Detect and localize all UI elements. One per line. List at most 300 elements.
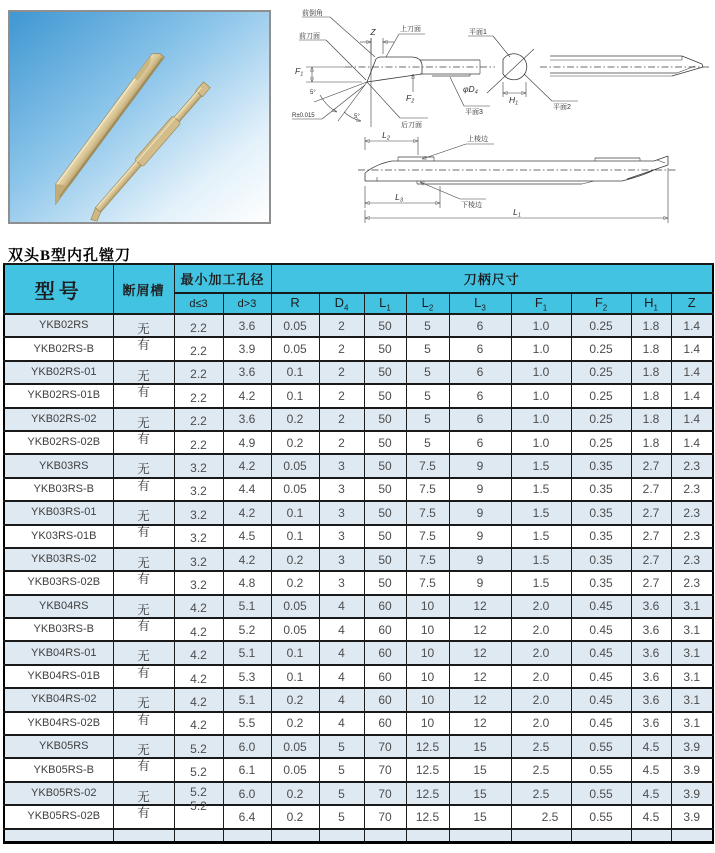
h1-cell: 2.7 <box>631 501 671 524</box>
l1-cell: 50 <box>364 337 406 360</box>
d4-cell: 3 <box>319 571 364 594</box>
f1-cell: 2.5 <box>511 735 571 758</box>
l2-cell: 5 <box>406 361 449 384</box>
h1-cell: 2.7 <box>631 548 671 571</box>
table-row <box>4 688 713 711</box>
z-cell: 1.4 <box>671 384 713 407</box>
d-le3-cell: 3.2 <box>174 454 223 477</box>
l1-cell: 60 <box>364 712 406 735</box>
l2-cell: 5 <box>406 337 449 360</box>
d4-cell: 2 <box>319 408 364 431</box>
l3-cell: 6 <box>449 314 511 337</box>
dim-l1: L1 <box>513 207 521 219</box>
chip-groove-cell: 有 <box>113 712 174 735</box>
d4-cell: 4 <box>319 665 364 688</box>
d4-cell: 2 <box>319 431 364 454</box>
l3-cell: 12 <box>449 595 511 618</box>
chip-groove-cell: 无 <box>113 501 174 524</box>
l2-cell: 10 <box>406 618 449 641</box>
r-cell: 0.1 <box>271 525 319 548</box>
chip-groove-cell: 无 <box>113 735 174 758</box>
f1-cell: 1.5 <box>511 548 571 571</box>
z-cell: 3.9 <box>671 758 713 781</box>
h1-cell: 4.5 <box>631 735 671 758</box>
h1-cell: 3.6 <box>631 688 671 711</box>
l3-cell: 15 <box>449 805 511 828</box>
model-cell: YKB02RS <box>4 314 113 337</box>
l1-cell: 50 <box>364 431 406 454</box>
f1-cell: 1.5 <box>511 501 571 524</box>
chip-groove-cell: 无 <box>113 595 174 618</box>
h1-cell: 4.5 <box>631 805 671 828</box>
z-cell: 3.1 <box>671 618 713 641</box>
h1-cell: 1.8 <box>631 408 671 431</box>
d-le3-cell: 4.2 <box>174 618 223 641</box>
d-le3-cell: 3.2 <box>174 478 223 501</box>
table-row <box>4 431 713 454</box>
model-cell: YKB05RS-B <box>4 758 113 781</box>
table-row <box>4 735 713 758</box>
d-le3-cell: 4.2 <box>174 712 223 735</box>
f2-cell: 0.35 <box>571 548 631 571</box>
r-cell: 0.05 <box>271 478 319 501</box>
z-cell: 1.4 <box>671 431 713 454</box>
l3-cell: 12 <box>449 618 511 641</box>
d-le3-cell: 2.2 <box>174 314 223 337</box>
l2-cell: 7.5 <box>406 478 449 501</box>
f2-cell: 0.35 <box>571 501 631 524</box>
f1-cell: 1.5 <box>511 478 571 501</box>
r-cell: 0.2 <box>271 571 319 594</box>
l3-cell: 12 <box>449 665 511 688</box>
z-cell: 3.1 <box>671 665 713 688</box>
h1-cell: 3.6 <box>631 595 671 618</box>
d-le3-cell: 3.2 <box>174 571 223 594</box>
d-le3-cell: 2.2 <box>174 361 223 384</box>
model-cell: YKB04RS <box>4 595 113 618</box>
product-photo-image <box>10 12 269 222</box>
table-row <box>4 548 713 571</box>
h1-cell: 3.6 <box>631 665 671 688</box>
l3-cell: 12 <box>449 712 511 735</box>
model-cell: YKB02RS-B <box>4 337 113 360</box>
table-header <box>4 264 713 314</box>
l1-cell: 60 <box>364 595 406 618</box>
l3-cell: 6 <box>449 361 511 384</box>
d-gt3-cell: 5.3 <box>223 665 271 688</box>
l2-cell: 12.5 <box>406 805 449 828</box>
full-tool-drawing <box>358 130 676 223</box>
r-cell: 0.05 <box>271 758 319 781</box>
h1-cell: 3.6 <box>631 618 671 641</box>
col-header-l2: $L_2$ <box>406 293 449 314</box>
dim-f1: F1 <box>295 66 304 78</box>
chip-groove-cell: 无 <box>113 782 174 805</box>
r-cell: 0.2 <box>271 712 319 735</box>
l1-cell: 60 <box>364 688 406 711</box>
chip-groove-cell: 有 <box>113 618 174 641</box>
d-le3-cell: 4.2 <box>174 688 223 711</box>
d-gt3-cell: 4.4 <box>223 478 271 501</box>
col-header-l3: $L_3$ <box>449 293 511 314</box>
table-row <box>4 618 713 641</box>
f2-cell: 0.25 <box>571 408 631 431</box>
l1-cell: 50 <box>364 361 406 384</box>
d-le3-cell: 5.2 <box>174 758 223 781</box>
model-cell: YKB03RS-B <box>4 618 113 641</box>
d4-cell: 2 <box>319 314 364 337</box>
l3-cell: 15 <box>449 735 511 758</box>
l1-cell: 60 <box>364 641 406 664</box>
l1-cell: 70 <box>364 735 406 758</box>
chip-groove-cell: 有 <box>113 478 174 501</box>
l1-cell: 50 <box>364 501 406 524</box>
r-cell: 0.1 <box>271 641 319 664</box>
d-gt3-cell: 4.5 <box>223 525 271 548</box>
f1-cell: 2.0 <box>511 595 571 618</box>
d-gt3-cell: 6.4 <box>223 805 271 828</box>
r-cell: 0.2 <box>271 688 319 711</box>
d-gt3-cell: 4.2 <box>223 384 271 407</box>
col-header-l1: $L_1$ <box>364 293 406 314</box>
header-d-le3: d≤3 <box>174 293 223 314</box>
f1-cell: 1.5 <box>511 454 571 477</box>
l3-cell: 12 <box>449 688 511 711</box>
l1-cell: 70 <box>364 782 406 805</box>
h1-cell: 4.5 <box>631 758 671 781</box>
f1-cell: 1.0 <box>511 337 571 360</box>
h1-cell: 4.5 <box>631 782 671 805</box>
d4-cell: 4 <box>319 595 364 618</box>
model-cell: YKB02RS-02 <box>4 408 113 431</box>
angle-label-a: 5° <box>310 90 316 96</box>
head-detail-drawing <box>292 8 710 129</box>
label-lower-edge: 下棱边 <box>461 202 482 209</box>
d-le3-cell: 5.2 5.2 <box>174 782 223 805</box>
h1-cell: 3.6 <box>631 641 671 664</box>
model-cell: YK03RS-01B <box>4 525 113 548</box>
l1-cell: 50 <box>364 478 406 501</box>
f1-cell: 2.0 <box>511 712 571 735</box>
l2-cell: 7.5 <box>406 525 449 548</box>
z-cell: 2.3 <box>671 571 713 594</box>
r-cell: 0.2 <box>271 408 319 431</box>
chip-groove-cell: 无 <box>113 548 174 571</box>
h1-cell: 1.8 <box>631 314 671 337</box>
z-cell: 2.3 <box>671 478 713 501</box>
d-le3-cell: 3.2 <box>174 501 223 524</box>
f1-cell: 1.0 <box>511 361 571 384</box>
f2-cell: 0.55 <box>571 805 631 828</box>
l2-cell: 5 <box>406 408 449 431</box>
col-header-z: Z <box>671 293 713 314</box>
r-cell: 0.05 <box>271 337 319 360</box>
z-cell: 3.1 <box>671 712 713 735</box>
table-row <box>4 408 713 431</box>
d-le3-cell: 2.2 <box>174 408 223 431</box>
l1-cell: 70 <box>364 758 406 781</box>
h1-cell: 1.8 <box>631 361 671 384</box>
f1-cell: 1.0 <box>511 408 571 431</box>
r-cell: 0.1 <box>271 665 319 688</box>
z-cell: 1.4 <box>671 408 713 431</box>
f2-cell: 0.25 <box>571 384 631 407</box>
d-gt3-cell: 5.1 <box>223 595 271 618</box>
label-rear-flank-face: 后刀面 <box>401 122 422 129</box>
table-row <box>4 525 713 548</box>
d4-cell: 5 <box>319 735 364 758</box>
chip-groove-cell: 有 <box>113 758 174 781</box>
d4-cell: 5 <box>319 782 364 805</box>
f2-cell: 0.25 <box>571 361 631 384</box>
table-row <box>4 361 713 384</box>
r-cell: 0.05 <box>271 454 319 477</box>
table-row <box>4 782 713 805</box>
label-front-chamfer: 前倒角 <box>302 10 323 17</box>
d-gt3-cell: 4.8 <box>223 571 271 594</box>
f2-cell: 0.55 <box>571 782 631 805</box>
col-header-f2: $F_2$ <box>571 293 631 314</box>
f1-cell: 1.5 <box>511 571 571 594</box>
d-gt3-cell: 3.6 <box>223 361 271 384</box>
model-cell: YKB02RS-01B <box>4 384 113 407</box>
h1-cell: 2.7 <box>631 525 671 548</box>
d4-cell: 2 <box>319 337 364 360</box>
table-row <box>4 595 713 618</box>
f1-cell: 2.0 <box>511 688 571 711</box>
f1-cell: 2.5 <box>511 782 571 805</box>
empty-row <box>4 829 713 843</box>
d-le3-cell: 4.2 <box>174 641 223 664</box>
model-cell: YKB03RS-02 <box>4 548 113 571</box>
d-gt3-cell: 5.5 <box>223 712 271 735</box>
z-cell: 3.1 <box>671 688 713 711</box>
h1-cell: 1.8 <box>631 384 671 407</box>
l2-cell: 7.5 <box>406 571 449 594</box>
f1-cell: 2.0 <box>511 641 571 664</box>
h1-cell: 2.7 <box>631 571 671 594</box>
table-row <box>4 384 713 407</box>
d-le3-cell: 2.2 <box>174 337 223 360</box>
d-le3-cell: 2.2 <box>174 384 223 407</box>
chip-groove-cell: 无 <box>113 688 174 711</box>
d4-cell: 3 <box>319 548 364 571</box>
f1-cell: 1.0 <box>511 314 571 337</box>
label-plane1: 平面1 <box>469 29 487 36</box>
r-cell: 0.2 <box>271 782 319 805</box>
chip-groove-cell: 有 <box>113 665 174 688</box>
table-row <box>4 805 713 828</box>
f2-cell: 0.55 <box>571 735 631 758</box>
f1-cell: 2.0 <box>511 665 571 688</box>
z-cell: 3.1 <box>671 641 713 664</box>
r-cell: 0.2 <box>271 431 319 454</box>
z-cell: 1.4 <box>671 361 713 384</box>
product-photo <box>8 10 271 224</box>
angle-label-b: 5° <box>354 114 360 120</box>
z-cell: 2.3 <box>671 525 713 548</box>
table-row <box>4 571 713 594</box>
chip-groove-cell: 无 <box>113 454 174 477</box>
model-cell: YKB03RS-01 <box>4 501 113 524</box>
col-header-f1: $F_1$ <box>511 293 571 314</box>
l3-cell: 9 <box>449 501 511 524</box>
d4-cell: 2 <box>319 361 364 384</box>
dim-l3: L3 <box>395 192 403 204</box>
z-cell: 2.3 <box>671 501 713 524</box>
technical-diagrams <box>282 0 715 243</box>
col-header-d4: $D_4$ <box>319 293 364 314</box>
l2-cell: 12.5 <box>406 735 449 758</box>
header-chip-groove: 断屑槽 <box>113 264 174 314</box>
model-cell: YKB05RS-02 <box>4 782 113 805</box>
d4-cell: 2 <box>319 384 364 407</box>
l3-cell: 9 <box>449 571 511 594</box>
l2-cell: 10 <box>406 712 449 735</box>
l1-cell: 50 <box>364 384 406 407</box>
chip-groove-cell: 有 <box>113 571 174 594</box>
f2-cell: 0.35 <box>571 478 631 501</box>
diagram-svg <box>282 0 715 243</box>
d4-cell: 4 <box>319 641 364 664</box>
r-cell: 0.05 <box>271 595 319 618</box>
h1-cell: 2.7 <box>631 454 671 477</box>
f1-cell: 1.5 <box>511 525 571 548</box>
l2-cell: 7.5 <box>406 548 449 571</box>
d-le3-cell: 3.2 <box>174 525 223 548</box>
header-d-gt3: d>3 <box>223 293 271 314</box>
table-row <box>4 758 713 781</box>
r-cell: 0.1 <box>271 501 319 524</box>
f2-cell: 0.25 <box>571 431 631 454</box>
l1-cell: 50 <box>364 525 406 548</box>
d-gt3-cell: 5.1 <box>223 688 271 711</box>
l3-cell: 9 <box>449 525 511 548</box>
l3-cell: 6 <box>449 384 511 407</box>
h1-cell: 3.6 <box>631 712 671 735</box>
chip-groove-cell: 有 <box>113 337 174 360</box>
l1-cell: 70 <box>364 805 406 828</box>
l2-cell: 12.5 <box>406 782 449 805</box>
l2-cell: 5 <box>406 314 449 337</box>
r-cell: 0.05 <box>271 735 319 758</box>
d-gt3-cell: 3.6 <box>223 314 271 337</box>
d-gt3-cell: 4.2 <box>223 454 271 477</box>
model-cell: YKB02RS-01 <box>4 361 113 384</box>
model-cell: YKB04RS-02 <box>4 688 113 711</box>
f2-cell: 0.55 <box>571 758 631 781</box>
l3-cell: 6 <box>449 431 511 454</box>
model-cell: YKB03RS-B <box>4 478 113 501</box>
model-cell: YKB05RS-02B <box>4 805 113 828</box>
table-row <box>4 478 713 501</box>
z-cell: 3.1 <box>671 595 713 618</box>
l2-cell: 10 <box>406 595 449 618</box>
d-le3-cell: 4.2 <box>174 595 223 618</box>
f2-cell: 0.45 <box>571 712 631 735</box>
f2-cell: 0.35 <box>571 454 631 477</box>
label-upper-edge: 上棱边 <box>467 136 488 143</box>
dim-h1: H1 <box>509 95 519 107</box>
l3-cell: 15 <box>449 758 511 781</box>
chip-groove-cell: 无 <box>113 314 174 337</box>
l2-cell: 12.5 <box>406 758 449 781</box>
l2-cell: 5 <box>406 384 449 407</box>
h1-cell: 1.8 <box>631 337 671 360</box>
l2-cell: 10 <box>406 665 449 688</box>
table-row <box>4 712 713 735</box>
table-row <box>4 641 713 664</box>
f2-cell: 0.45 <box>571 641 631 664</box>
col-header-r: R <box>271 293 319 314</box>
l1-cell: 50 <box>364 314 406 337</box>
d-gt3-cell: 6.0 <box>223 782 271 805</box>
h1-cell: 1.8 <box>631 431 671 454</box>
f2-cell: 0.25 <box>571 337 631 360</box>
l2-cell: 5 <box>406 431 449 454</box>
page-title: 双头B型内孔镗刀 <box>8 248 132 264</box>
d-gt3-cell: 6.1 <box>223 758 271 781</box>
table-row <box>4 665 713 688</box>
z-cell: 3.9 <box>671 805 713 828</box>
l1-cell: 50 <box>364 571 406 594</box>
f1-cell: 2.0 <box>511 618 571 641</box>
l3-cell: 6 <box>449 408 511 431</box>
z-cell: 1.4 <box>671 314 713 337</box>
table-row <box>4 337 713 360</box>
l3-cell: 9 <box>449 548 511 571</box>
z-cell: 3.9 <box>671 735 713 758</box>
header-shank-size: 刀柄尺寸 <box>271 264 713 293</box>
chip-groove-cell: 有 <box>113 525 174 548</box>
model-cell: YKB03RS <box>4 454 113 477</box>
table-body <box>4 314 713 829</box>
dim-z: Z <box>370 27 376 37</box>
d-gt3-cell: 5.1 <box>223 641 271 664</box>
l2-cell: 10 <box>406 641 449 664</box>
chip-groove-cell: 无 <box>113 408 174 431</box>
d-le3-cell: 4.2 <box>174 665 223 688</box>
header-min-bore: 最小加工孔径 <box>174 264 271 293</box>
f2-cell: 0.45 <box>571 665 631 688</box>
d4-cell: 5 <box>319 758 364 781</box>
f2-cell: 0.45 <box>571 688 631 711</box>
f2-cell: 0.25 <box>571 314 631 337</box>
chip-groove-cell: 有 <box>113 431 174 454</box>
l1-cell: 50 <box>364 454 406 477</box>
d4-cell: 4 <box>319 688 364 711</box>
f2-cell: 0.45 <box>571 618 631 641</box>
l2-cell: 7.5 <box>406 501 449 524</box>
spec-table <box>3 263 714 844</box>
table-row <box>4 314 713 337</box>
l1-cell: 50 <box>364 408 406 431</box>
r-cell: 0.1 <box>271 361 319 384</box>
model-cell: YKB05RS <box>4 735 113 758</box>
l1-cell: 50 <box>364 548 406 571</box>
f1-cell: 2.5 <box>511 805 571 828</box>
h1-cell: 2.7 <box>631 478 671 501</box>
d-gt3-cell: 3.9 <box>223 337 271 360</box>
dim-d4: φD4 <box>463 84 478 96</box>
photo-background <box>10 12 269 222</box>
d-le3-cell: 3.2 <box>174 548 223 571</box>
r-cell: 0.05 <box>271 314 319 337</box>
d-gt3-cell: 4.2 <box>223 548 271 571</box>
l1-cell: 60 <box>364 618 406 641</box>
r-cell: 0.05 <box>271 618 319 641</box>
chip-groove-cell: 有 <box>113 805 174 828</box>
